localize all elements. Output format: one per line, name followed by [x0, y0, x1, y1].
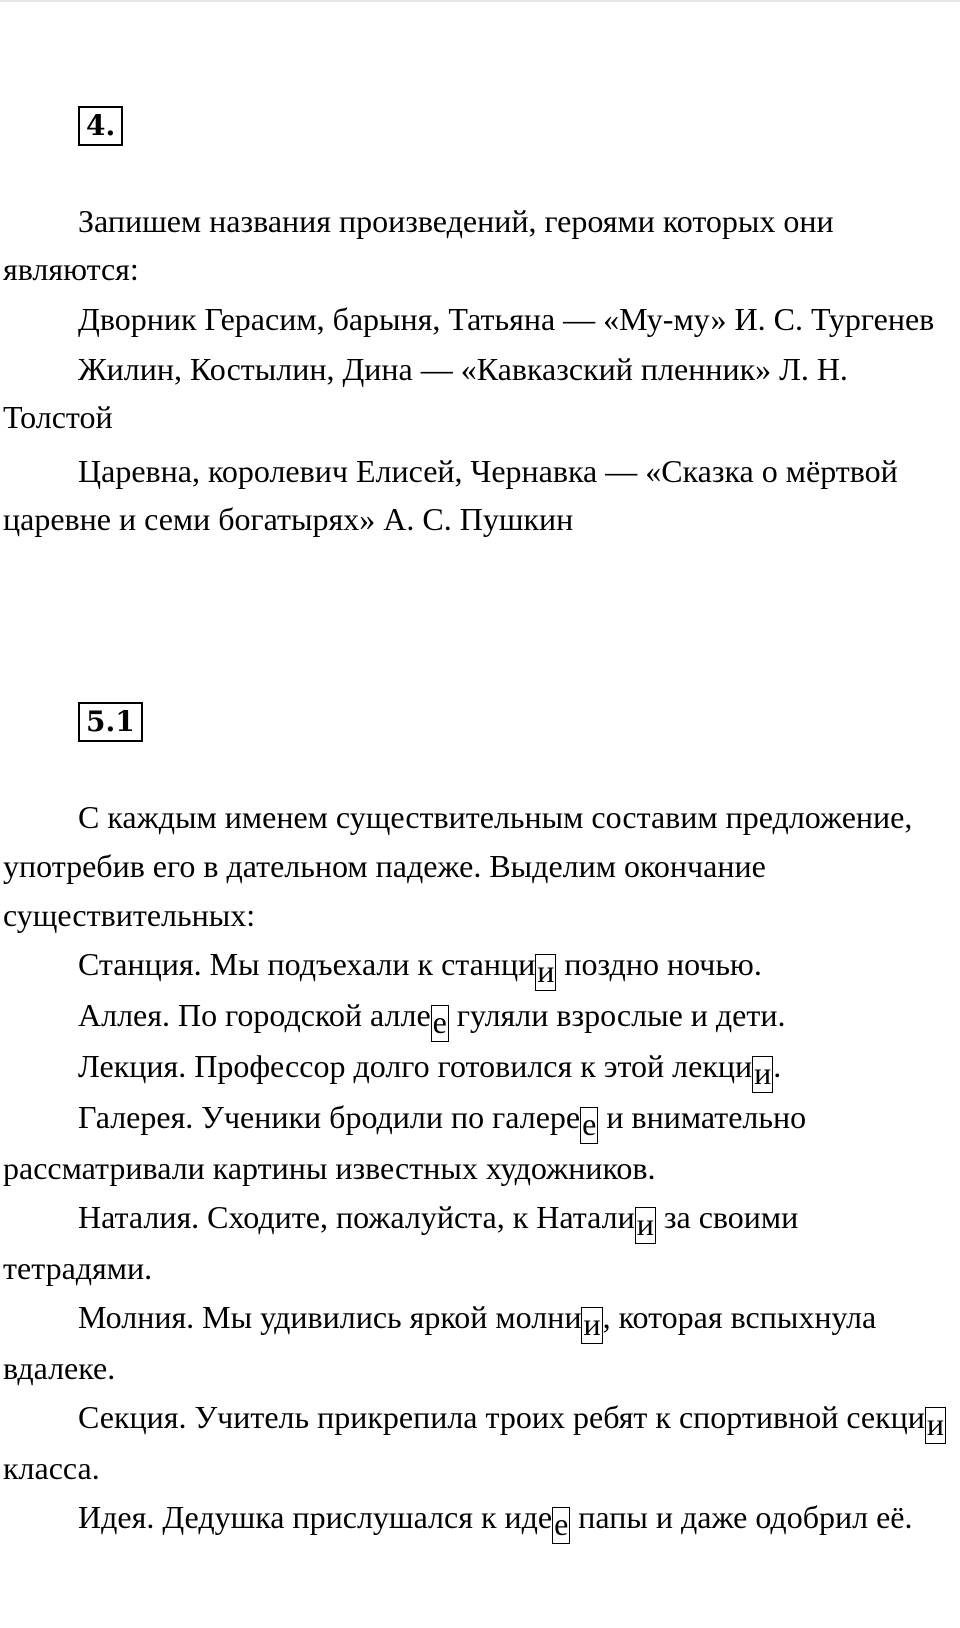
ending-box: и: [926, 1406, 945, 1442]
top-divider: [0, 0, 960, 2]
task-4-item: Дворник Герасим, барыня, Татьяна — «Му-му» И. С. Тургенев: [78, 301, 935, 337]
ending-box: и: [537, 953, 555, 989]
sentence-alleya: Аллея. По городской аллее гуляли взрослые и дети.: [78, 997, 786, 1040]
task-5-1-number: 5.1: [86, 705, 135, 738]
task-5-1-number-box: [78, 702, 143, 742]
ending-box: е: [554, 1506, 569, 1542]
task-4-intro: Запишем названия произведений, героями которых они являются:: [3, 203, 834, 287]
ending-box: е: [432, 1004, 447, 1040]
task-5-1-intro: С каждым именем существительным составим предложение, употребив его в дательном падеже. Выделим окончание существительных:: [3, 799, 913, 933]
task-4-number: 4.: [86, 109, 116, 142]
ending-box: и: [636, 1206, 654, 1242]
task-5-1-text: [3, 793, 953, 1544]
ending-box: е: [582, 1106, 597, 1142]
sentence-molniya: Молния. Мы удивились яркой молнии, которая вспыхнула вдалеке.: [3, 1299, 877, 1386]
ending-box: и: [754, 1055, 772, 1091]
sentence-nataliya: Наталия. Сходите, пожалуйста, к Наталии за своими тетрадями.: [3, 1199, 799, 1286]
ending-box: и: [583, 1306, 601, 1342]
sentence-ideya: Идея. Дедушка прислушался к идее папы и даже одобрил её.: [78, 1499, 913, 1542]
sentence-sektsiya: Секция. Учитель прикрепила троих ребят к спортивной секции класса.: [3, 1399, 945, 1486]
sentence-galereya: Галерея. Ученики бродили по галерее и внимательно рассматривали картины известных художников.: [3, 1099, 807, 1186]
sentence-stantsiya: Станция. Мы подъехали к станции поздно ночью.: [78, 946, 762, 989]
sentence-lektsiya: Лекция. Профессор долго готовился к этой лекции.: [78, 1048, 782, 1091]
task-4-text: [3, 197, 953, 545]
task-4-item: Царевна, королевич Елисей, Чернавка — «Сказка о мёртвой царевне и семи богатырях» А. С. Пушкин: [3, 453, 898, 537]
task-4-item: Жилин, Костылин, Дина — «Кавказский пленник» Л. Н. Толстой: [3, 351, 848, 435]
task-4-number-box: [78, 106, 123, 146]
